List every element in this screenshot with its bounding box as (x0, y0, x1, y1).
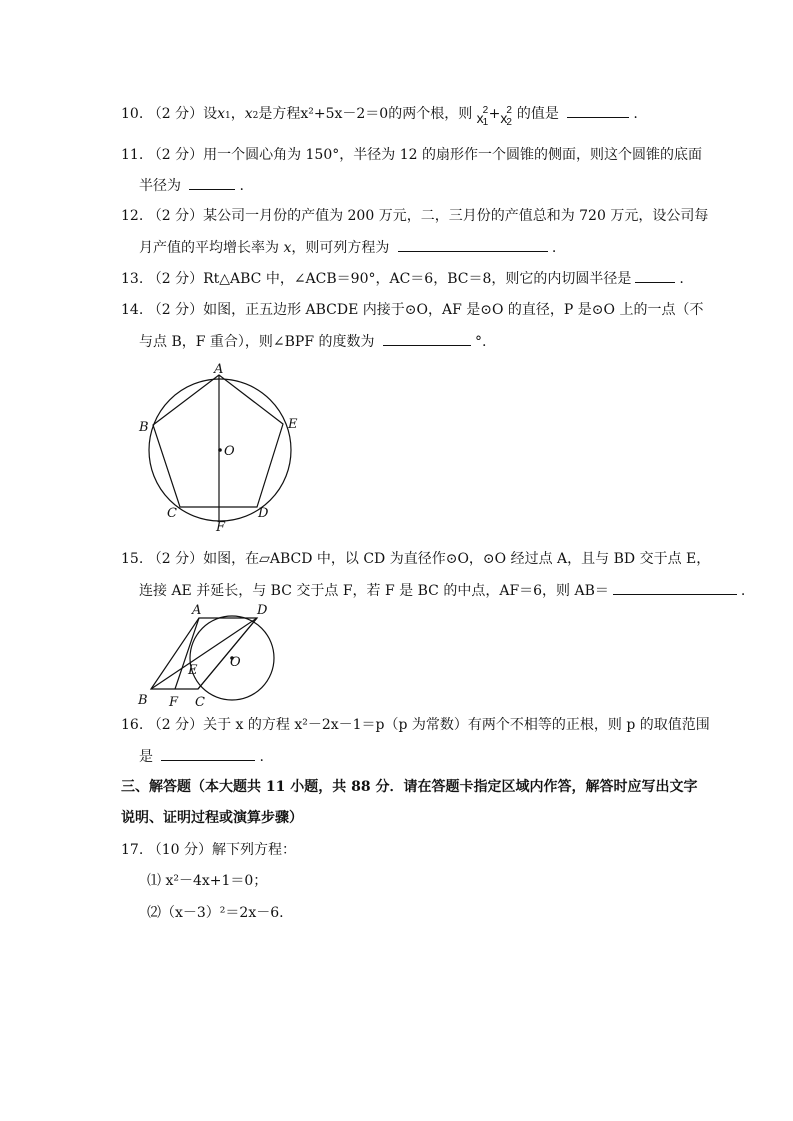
label-B: B (139, 420, 149, 435)
label-E: E (288, 417, 298, 432)
label-C: C (195, 695, 205, 710)
question-14-cont: 与点 B，F 重合），则∠BPF 的度数为 °. (139, 331, 486, 351)
section-3-heading: 三、解答题（本大题共 11 小题，共 88 分．请在答题卡指定区域内作答，解答时应写出文字 (121, 779, 698, 795)
label-F: F (169, 695, 179, 710)
label-O: O (224, 444, 235, 459)
question-11-cont: 半径为 . (139, 175, 244, 195)
label-D: D (258, 506, 269, 521)
question-15-cont: 连接 AE 并延长，与 BC 交于点 F，若 F 是 BC 的中点，AF＝6，则 AB＝ . (139, 580, 745, 600)
figure-14-pentagon-circle (130, 360, 310, 540)
question-16-cont: 是 . (139, 746, 264, 766)
question-15: 15. （2 分）如图，在▱ABCD 中，以 CD 为直径作⊙O，⊙O 经过点 A，且与 BD 交于点 E， (121, 551, 711, 567)
question-17-part-2: ⑵（x－3）²＝2x－6. (147, 905, 284, 921)
question-12-cont: 月产值的平均增长率为 x，则可列方程为 . (139, 237, 556, 257)
question-17-part-1: ⑴ x²－4x+1＝0； (147, 873, 268, 889)
label-E: E (188, 663, 198, 678)
question-10: 10. （2 分）设x1，x2是方程x²+5x－2＝0的两个根，则 x 2 1 + x 2 2 的值是 . (121, 105, 638, 128)
question-11: 11. （2 分）用一个圆心角为 150°，半径为 12 的扇形作一个圆锥的侧面，则这个圆锥的底面 (121, 147, 702, 163)
question-17: 17. （10 分）解下列方程： (121, 842, 296, 858)
answer-blank-16[interactable] (161, 746, 255, 761)
answer-blank-13[interactable] (635, 268, 675, 283)
answer-blank-11[interactable] (189, 175, 235, 190)
label-O: O (230, 655, 241, 670)
answer-blank-15[interactable] (613, 580, 737, 595)
answer-blank-10[interactable] (567, 103, 629, 118)
question-14: 14. （2 分）如图，正五边形 ABCDE 内接于⊙O，AF 是⊙O 的直径，P 是⊙O 上的一点（不 (121, 302, 704, 318)
label-D: D (257, 603, 268, 618)
label-F: F (216, 520, 226, 535)
label-A: A (192, 603, 202, 618)
label-B: B (138, 693, 148, 708)
section-3-heading-cont: 说明、证明过程或演算步骤） (121, 810, 303, 826)
answer-blank-12[interactable] (398, 237, 548, 252)
label-A: A (214, 362, 224, 377)
answer-blank-14[interactable] (383, 331, 471, 346)
question-12: 12. （2 分）某公司一月份的产值为 200 万元，二，三月份的产值总和为 720 万元，设公司每 (121, 208, 709, 224)
question-13: 13. （2 分）Rt△ABC 中，∠ACB＝90°，AC＝6，BC＝8，则它的内切圆半径是 . (121, 268, 684, 288)
sum-of-squares-expression: x 2 1 + x 2 2 (476, 105, 512, 128)
question-16: 16. （2 分）关于 x 的方程 x²－2x－1＝p（p 为常数）有两个不相等的正根，则 p 的取值范围 (121, 717, 710, 733)
figure-15-parallelogram-circle (134, 600, 284, 710)
label-C: C (167, 506, 177, 521)
